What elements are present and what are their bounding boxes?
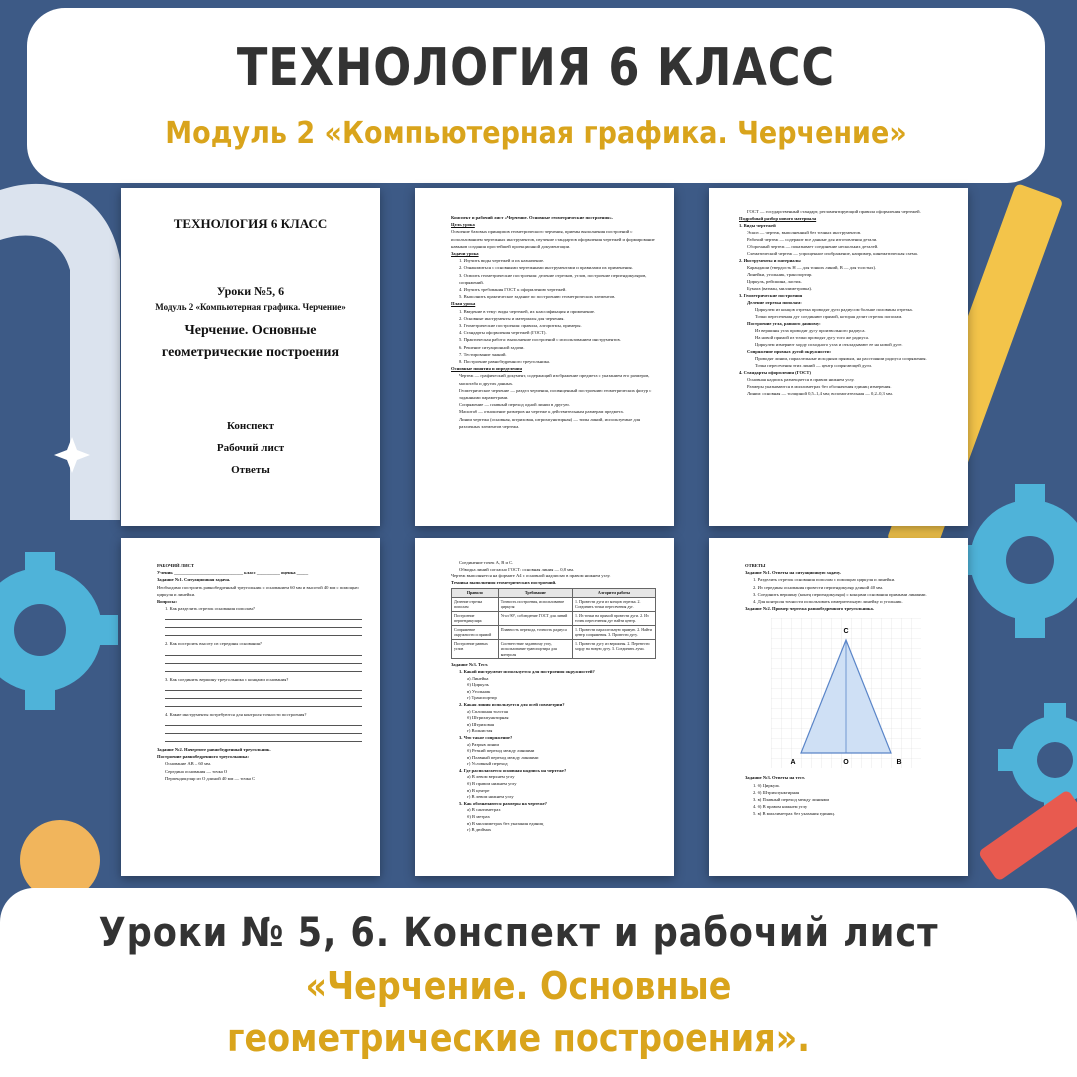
list-item: 2. Основные инструменты и материалы для черчения. <box>459 315 565 321</box>
test-option: в) В центре <box>467 787 490 793</box>
test-option: б) Циркуль <box>467 682 489 688</box>
section-heading: Задание №1. Ситуационная задача. <box>157 577 231 583</box>
vertex-label-c: C <box>843 628 849 636</box>
list-item: 1. б) Циркуль <box>753 782 780 788</box>
test-question: 5. Как обозначаются размеры на чертеже? <box>459 800 547 806</box>
worksheet-title: РАБОЧИЙ ЛИСТ <box>157 563 195 568</box>
answer-line <box>165 734 362 742</box>
section-heading: Основные понятия и определения <box>451 366 522 372</box>
test-option: в) В миллиметрах без указания единиц <box>467 820 544 826</box>
footer-card <box>0 888 1077 1077</box>
section-heading: Задание №3. Тест. <box>451 662 489 668</box>
list-item: 4. б) В правом нижнем углу <box>753 804 808 810</box>
cover-item-summary: Конспект <box>226 420 275 432</box>
list-item: 3. в) Плавный переход между линиями <box>753 797 830 803</box>
test-option: в) Плавный переход между линиями <box>467 754 539 760</box>
vertex-label-b: B <box>896 759 902 767</box>
technique-table <box>451 588 656 659</box>
cover-item-answers: Ответы <box>231 464 270 476</box>
list-item: Размеры указываются в миллиметрах без обозначения единиц измерения. <box>747 384 892 389</box>
page-text <box>451 560 656 834</box>
test-option: а) В сантиметрах <box>467 807 501 813</box>
answer-line <box>165 648 362 656</box>
table-header: Требование <box>498 589 572 598</box>
list-item: Обводка линий согласно ГОСТ: основная линия — 0,8 мм. <box>459 566 575 572</box>
cover-title: ТЕХНОЛОГИЯ 6 КЛАСС <box>173 216 328 231</box>
list-item: 2. Ознакомиться с основными чертежными инструментами и правилами их применения. <box>459 265 633 271</box>
table-header: Правило <box>452 589 499 598</box>
footer-lessons: Уроки № 5, 6. Конспект и рабочий лист <box>98 910 939 956</box>
question: 4. Какие инструменты потребуются для контроля точности построения? <box>165 711 307 717</box>
gear-icon <box>954 484 1077 638</box>
list-item: Из вершины угла проводят дугу произвольного радиуса. <box>755 328 866 333</box>
table-cell: Точность построения, использование циркуля <box>498 597 572 611</box>
list-item: Схематический чертеж — упрощенное изображение, например, кинематическая схема. <box>747 251 918 256</box>
table-cell: 1. Провести дуги из концов отрезка. 2. Соединить точки пересечения дуг. <box>572 597 655 611</box>
list-item: Циркулем измеряют хорду исходного угла и откладывают ее на новой дуге. <box>755 342 903 347</box>
answer-line <box>165 718 362 726</box>
section-heading: 4. Стандарты оформления (ГОСТ) <box>739 370 812 375</box>
document-page-summary-cont <box>709 188 968 526</box>
table-row <box>452 639 656 659</box>
wrench-icon <box>0 184 120 520</box>
list-item: 4. Для контроля точности использовать измерительную линейку и угольник. <box>753 599 903 605</box>
test-option: а) Линейка <box>467 675 489 681</box>
list-item: 4. Стандарты оформления чертежей (ГОСТ). <box>459 330 547 336</box>
text-line: Чертеж выполняется на формате А4 с основной надписью в правом нижнем углу. <box>451 573 611 579</box>
test-question: 3. Что такое сопряжение? <box>459 734 513 740</box>
list-item: 3. Геометрические построения: правила, алгоритмы, примеры. <box>459 323 582 329</box>
list-item: 5. Практическая работа: выполнение построений с использованием инструментов. <box>459 337 621 343</box>
test-option: г) Условный переход <box>467 761 508 767</box>
table-row <box>452 625 656 639</box>
table-row <box>452 597 656 611</box>
section-heading: Вопросы: <box>157 599 178 605</box>
answer-line <box>165 726 362 734</box>
list-item: Сопряжение прямых дугой окружности: <box>747 349 832 354</box>
list-item: Рабочий чертеж — содержит все данные для изготовления детали. <box>747 237 878 242</box>
test-question: 1. Какой инструмент используется для построения окружностей? <box>459 668 595 674</box>
list-item: Основание АВ – 60 мм. <box>165 761 212 767</box>
cover-item-worksheet: Рабочий лист <box>216 442 285 454</box>
pencil-icon <box>978 789 1077 882</box>
list-item: Циркуль, рейсшина, ластик. <box>747 279 802 284</box>
list-item: Карандаши (твердость Н — для тонких линий, В — для толстых). <box>747 265 877 270</box>
answer-line <box>165 683 362 691</box>
document-page-summary <box>415 188 674 526</box>
triangle-drawing <box>771 618 921 768</box>
page-text <box>157 562 362 782</box>
test-option: г) В левом нижнем углу <box>467 794 514 800</box>
list-item: Сопряжение — плавный переход одной линии в другую. <box>459 402 570 408</box>
list-item: Построение угла, равного данному: <box>747 321 821 326</box>
answer-line <box>165 664 362 672</box>
table-cell: Угол 90°, соблюдение ГОСТ для линий <box>498 611 572 625</box>
section-heading: Построение равнобедренного треугольника: <box>157 754 250 760</box>
list-item: 2. Из середины основания провести перпендикуляр длиной 40 мм. <box>753 584 884 590</box>
list-item: 2. б) Штрихпунктирная <box>753 789 800 795</box>
list-item: 1. Введение в тему: виды чертежей, их классификация и применение. <box>459 308 596 314</box>
test-option: б) В правом нижнем углу <box>467 781 517 787</box>
answer-line <box>165 699 362 707</box>
list-item: Основная надпись размещается в правом нижнем углу. <box>747 377 855 382</box>
answer-line <box>165 612 362 620</box>
gear-icon <box>0 552 118 710</box>
list-item: 6. Решение ситуационной задачи. <box>459 344 525 350</box>
test-option: б) В метрах <box>467 814 490 820</box>
list-item: 5. в) В миллиметрах без указания единиц. <box>753 811 836 817</box>
answer-line <box>165 628 362 636</box>
table-header: Алгоритм работы <box>572 589 655 598</box>
section-heading: Техника выполнения геометрических построений. <box>451 579 557 585</box>
page-text <box>739 208 950 397</box>
table-cell: 1. Из точки на прямой провести дуги. 2. Из точек пересечения дуг найти центр. <box>572 611 655 625</box>
list-item: Точки пересечения дуг соединяют прямой, которая делит отрезок пополам. <box>755 314 903 319</box>
table-row <box>452 611 656 625</box>
test-option: а) Сплошная толстая <box>467 708 508 714</box>
document-page-cover <box>121 188 380 526</box>
section-heading: 3. Геометрические построения <box>739 293 803 298</box>
page-text <box>451 214 656 430</box>
text-line: Конспект и рабочий лист «Черчение. Основные геометрические построения». <box>451 215 613 220</box>
test-question: 2. Какая линия используется для осей симметрии? <box>459 701 565 707</box>
list-item: Эскиз — чертеж, выполненный без точных инструментов. <box>747 230 862 235</box>
list-item: Перпендикуляр из О длиной 40 мм — точка С <box>165 775 256 781</box>
list-item: Чертеж — графический документ, содержащий изображение предмета с указанием его размеров, масштаба и других данных. <box>459 373 650 386</box>
cover-lessons: Уроки №5, 6 <box>216 284 285 298</box>
table-cell: Построение перпендикуляра <box>452 611 499 625</box>
test-option: г) В дюймах <box>467 827 492 833</box>
answer-line <box>165 691 362 699</box>
triangle-diagram <box>771 618 921 768</box>
header-title: ТЕХНОЛОГИЯ 6 КЛАСС <box>236 38 836 98</box>
list-item: ГОСТ — государственный стандарт, регламентирующий правила оформления чертежей. <box>747 209 921 214</box>
list-item: Масштаб — отношение размеров на чертеже к действительным размерам предмета. <box>459 409 624 415</box>
student-line: Ученик ______________________________ класс __________ оценка _____ <box>157 570 309 576</box>
list-item: Точка пересечения этих линий — центр сопрягающей дуги. <box>755 363 873 368</box>
question: 1. Как разделить отрезок основания пополам? <box>165 606 255 612</box>
section-heading: 1. Виды чертежей <box>739 223 776 228</box>
answer-line <box>165 656 362 664</box>
table-cell: Построение равных углов <box>452 639 499 659</box>
section-heading: Задание №2. Начертите равнобедренный треугольник. <box>157 747 271 753</box>
section-heading: Задачи урока <box>451 251 479 257</box>
footer-topic-line1: «Черчение. Основные <box>305 964 732 1008</box>
list-item: 5. Выполнить практическое задание по построению геометрических элементов. <box>459 294 616 300</box>
list-item: Проводят линии, параллельные исходным прямым, на расстоянии радиуса сопряжения. <box>755 356 927 361</box>
answers-title: ОТВЕТЫ <box>745 563 766 568</box>
list-item: Сборочный чертеж — показывает соединение нескольких деталей. <box>747 244 879 249</box>
list-item: Линии чертежа (основная, штриховая, штрихпунктирная) — типы линий, используемые для различных элементов чертежа. <box>459 416 641 429</box>
list-item: Деление отрезка пополам: <box>747 300 802 305</box>
test-option: г) Волнистая <box>467 728 493 734</box>
section-heading: Задание №1. Ответы на ситуационную задачу. <box>745 570 841 576</box>
table-cell: Плавность перехода, точность радиуса <box>498 625 572 639</box>
list-item: 4. Изучить требования ГОСТ к оформлению чертежей. <box>459 287 567 293</box>
vertex-label-a: A <box>790 759 796 767</box>
vertex-label-o: O <box>843 759 849 767</box>
footer-topic-line2: геометрические построения». <box>226 1016 810 1060</box>
table-cell: Сопряжение окружности и прямой <box>452 625 499 639</box>
document-page-worksheet <box>121 538 380 876</box>
section-heading: План урока <box>451 301 476 307</box>
table-cell: 1. Провести дугу из вершины. 2. Перенести хорду на новую дугу. 3. Соединить лучи. <box>572 639 655 659</box>
list-item: 1. Изучить виды чертежей и их назначение. <box>459 258 545 264</box>
page-text <box>745 562 950 818</box>
list-item: Геометрическое черчение — раздел черчения, посвященный построению геометрических фигур с заданными параметрами. <box>459 387 652 401</box>
list-item: Бумага (ватман, миллиметровка). <box>747 286 813 291</box>
list-item: Линейки, угольник, транспортир. <box>747 272 813 277</box>
answer-line <box>165 620 362 628</box>
table-cell: Соответствие заданному углу, использование транспортира для контроля <box>498 639 572 659</box>
section-heading: Цель урока <box>451 222 475 228</box>
cover-module: Модуль 2 «Компьютерная графика. Черчение» <box>155 302 346 312</box>
test-option: б) Резкий переход между линиями <box>467 748 535 754</box>
question: 2. Как построить высоту из середины основания? <box>165 641 262 647</box>
text-line: Освоение базовых принципов геометрического черчения, приемы выполнения построений с использованием чертежных инструментов, изучение стандартов оформления чертежей и формирование навыков создания простейшей проекционной документации. <box>451 229 655 249</box>
test-option: а) Разрыв линии <box>467 741 499 747</box>
list-item: 3. Освоить геометрические построения: деление отрезков, углов, построение перпендикуляров, сопряжений. <box>459 272 647 285</box>
test-option: б) Штрихпунктирная <box>467 715 509 721</box>
list-item: Линии: основная — толщиной 0,5–1,4 мм; вспомогательная — 0,2–0,3 мм. <box>747 391 893 396</box>
test-option: в) Угольник <box>467 688 491 694</box>
list-item: На новой прямой из точки проводят дугу того же радиуса. <box>755 335 870 340</box>
header-subtitle: Модуль 2 «Компьютерная графика. Черчение» <box>165 116 907 151</box>
text-line: Необходимо построить равнобедренный треугольник с основанием 60 мм и высотой 40 мм с помощью циркуля и линейки. <box>157 584 359 597</box>
list-item: 3. Соединить вершину (конец перпендикуляра) с концами основания прямыми линиями. <box>753 591 927 597</box>
section-heading: 2. Инструменты и материалы <box>739 258 801 263</box>
list-item: Середина основания — точка О <box>165 768 228 774</box>
test-option: а) В левом верхнем углу <box>467 774 515 780</box>
document-page-answers <box>709 538 968 876</box>
header-card <box>27 8 1045 183</box>
table-cell: Деление отрезка пополам <box>452 597 499 611</box>
section-heading: Задание №2. Пример чертежа равнобедренного треугольника. <box>745 606 874 612</box>
list-item: Циркулем из концов отрезка проводят дуги радиусом больше половины отрезка. <box>755 307 913 312</box>
cover-topic: Черчение. Основные геометрические построения <box>161 323 340 360</box>
list-item: 7. Тестирование знаний. <box>459 351 507 357</box>
test-option: г) Транспортир <box>467 695 497 701</box>
test-question: 4. Где располагается основная надпись на чертеже? <box>459 767 567 773</box>
table-cell: 1. Провести параллельную прямую. 2. Найти центр сопряжения. 3. Провести дугу. <box>572 625 655 639</box>
section-heading: Задание №3. Ответы на тест. <box>745 775 805 781</box>
question: 3. Как соединить вершину треугольника с концами основания? <box>165 676 289 682</box>
section-heading: Подробный разбор нового материала <box>739 216 817 221</box>
list-item: 1. Разделить отрезок основания пополам с помощью циркуля и линейки. <box>753 577 896 583</box>
test-option: в) Штриховая <box>467 721 494 727</box>
document-page-test <box>415 538 674 876</box>
list-item: 8. Построение равнобедренного треугольника. <box>459 359 551 365</box>
list-item: Соединение точек А, В и С. <box>459 560 514 565</box>
